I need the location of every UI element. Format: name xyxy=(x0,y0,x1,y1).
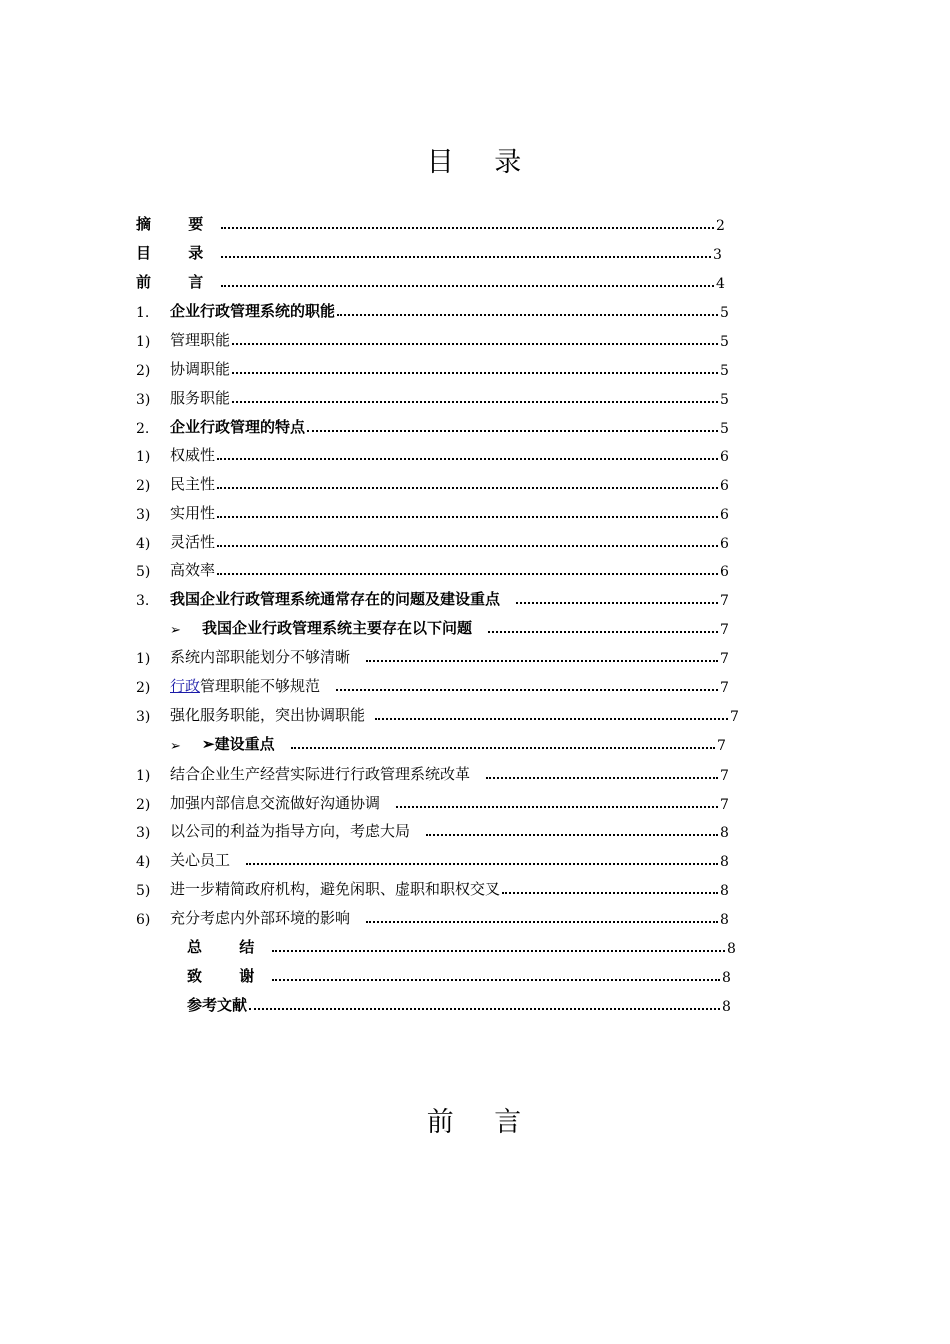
toc-entry-section-1[interactable] xyxy=(136,299,730,321)
dot-leader xyxy=(488,630,718,633)
toc-entry[interactable] xyxy=(136,906,730,928)
toc-page-number: 7 xyxy=(720,797,729,813)
toc-entry-label: 我国企业行政管理系统主要存在以下问题 xyxy=(202,619,473,637)
toc-page-number: 7 xyxy=(720,768,729,784)
toc-entry[interactable] xyxy=(136,848,730,870)
dot-leader xyxy=(217,515,718,518)
toc-entry-link[interactable]: 行政 xyxy=(170,677,201,695)
toc-entry-label: 充分考虑内外部环境的影响 xyxy=(170,909,351,927)
toc-page-number: 3 xyxy=(713,247,722,263)
toc-entry-label: 结合企业生产经营实际进行行政管理系统改革 xyxy=(170,765,471,783)
toc-entry[interactable] xyxy=(136,386,730,408)
toc-entry[interactable] xyxy=(136,877,730,899)
toc-page-number: 8 xyxy=(720,825,729,841)
toc-entry-label: 实用性 xyxy=(170,504,216,522)
dot-leader xyxy=(337,313,718,316)
toc-entry-references[interactable] xyxy=(187,993,732,1015)
toc-entry-label: 管理职能不够规范 xyxy=(200,677,321,695)
toc-entry-label: 摘 要 xyxy=(136,215,220,233)
toc-entry-label: 权威性 xyxy=(170,446,216,464)
dot-leader xyxy=(221,255,711,258)
toc-page-number: 7 xyxy=(720,651,729,667)
toc-entry-subheading-key-points[interactable] xyxy=(170,732,727,754)
toc-entry-number: 5) xyxy=(136,883,151,899)
toc-entry-number: 3) xyxy=(136,392,151,408)
toc-page-number: 8 xyxy=(722,999,731,1015)
dot-leader xyxy=(426,833,718,836)
dot-leader xyxy=(272,949,725,952)
toc-entry-abstract[interactable] xyxy=(136,212,726,234)
toc-page-number: 6 xyxy=(720,507,729,523)
toc-entry-number: 3) xyxy=(136,825,151,841)
toc-entry[interactable] xyxy=(136,819,730,841)
toc-page-number: 8 xyxy=(722,970,731,986)
toc-entry[interactable] xyxy=(136,530,730,552)
toc-entry-number: 3) xyxy=(136,709,151,725)
toc-entry-label: 以公司的利益为指导方向，考虑大局 xyxy=(170,822,411,840)
toc-entry-label: 管理职能 xyxy=(170,331,231,349)
toc-entry-label: 服务职能 xyxy=(170,389,231,407)
toc-page-number: 8 xyxy=(727,941,736,957)
toc-entry-number: 2. xyxy=(136,421,150,437)
dot-leader xyxy=(366,659,718,662)
toc-page-number: 4 xyxy=(716,276,725,292)
dot-leader xyxy=(291,746,715,749)
toc-entry-number: 1. xyxy=(136,305,150,321)
toc-entry-label: 灵活性 xyxy=(170,533,216,551)
dot-leader xyxy=(246,862,718,865)
toc-page-number: 6 xyxy=(720,478,729,494)
toc-entry-number: 1) xyxy=(136,651,151,667)
dot-leader xyxy=(486,776,718,779)
toc-entry-label: 目 录 xyxy=(136,244,220,262)
toc-entry-label: 企业行政管理的特点 xyxy=(170,418,306,436)
dot-leader xyxy=(307,429,718,432)
dot-leader xyxy=(217,572,718,575)
dot-leader xyxy=(232,371,718,374)
toc-page-number: 7 xyxy=(730,709,739,725)
toc-entry[interactable] xyxy=(136,443,730,465)
toc-entry-summary[interactable] xyxy=(187,935,737,957)
toc-entry-label: 前 言 xyxy=(136,273,220,291)
toc-entry-subheading-problems[interactable] xyxy=(170,616,730,638)
toc-entry-number: 3. xyxy=(136,593,150,609)
toc-entry[interactable] xyxy=(136,328,730,350)
toc-entry-number: 1) xyxy=(136,449,151,465)
toc-entry-acknowledgements[interactable] xyxy=(187,964,732,986)
toc-entry-number: 6) xyxy=(136,912,151,928)
dot-leader xyxy=(217,457,718,460)
toc-entry[interactable] xyxy=(136,791,730,813)
preface-title: 前 言 xyxy=(426,1107,524,1138)
toc-entry-number: 1) xyxy=(136,334,151,350)
toc-entry[interactable] xyxy=(136,703,740,725)
toc-entry-label: 我国企业行政管理系统通常存在的问题及建设重点 xyxy=(170,590,501,608)
dot-leader xyxy=(516,601,718,604)
toc-page-number: 5 xyxy=(720,363,729,379)
toc-entry-preface[interactable] xyxy=(136,270,726,292)
toc-entry-label: 高效率 xyxy=(170,561,216,579)
toc-page-number: 7 xyxy=(717,738,726,754)
dot-leader xyxy=(232,400,718,403)
toc-entry-label: ➢建设重点 xyxy=(202,735,275,753)
dot-leader xyxy=(375,717,728,720)
dot-leader xyxy=(217,486,718,489)
toc-entry-label: 民主性 xyxy=(170,475,216,493)
toc-entry-label: 加强内部信息交流做好沟通协调 xyxy=(170,794,381,812)
toc-page-number: 2 xyxy=(716,218,725,234)
dot-leader xyxy=(336,688,718,691)
toc-entry-number: 2) xyxy=(136,797,151,813)
dot-leader xyxy=(396,805,718,808)
toc-entry-section-3[interactable] xyxy=(136,587,730,609)
dot-leader xyxy=(221,226,714,229)
toc-entry[interactable] xyxy=(136,558,730,580)
toc-entry-label: 企业行政管理系统的职能 xyxy=(170,302,336,320)
toc-entry-label: 总 结 xyxy=(187,938,271,956)
toc-entry[interactable] xyxy=(136,762,730,784)
toc-page-number: 5 xyxy=(720,421,729,437)
toc-entry-label: 致 谢 xyxy=(187,967,271,985)
toc-page-number: 5 xyxy=(720,392,729,408)
toc-entry[interactable] xyxy=(136,357,730,379)
toc-entry-label: 系统内部职能划分不够清晰 xyxy=(170,648,351,666)
toc-entry-number: 5) xyxy=(136,564,151,580)
arrow-bullet-icon: ➢ xyxy=(170,623,181,638)
toc-page-number: 6 xyxy=(720,564,729,580)
toc-entry-label: 强化服务职能，突出协调职能 xyxy=(170,706,366,724)
toc-page-number: 7 xyxy=(720,622,729,638)
toc-entry-label: 协调职能 xyxy=(170,360,231,378)
arrow-bullet-icon: ➢ xyxy=(170,739,181,754)
toc-page-number: 5 xyxy=(720,334,729,350)
toc-page-number: 6 xyxy=(720,449,729,465)
toc-page-number: 8 xyxy=(720,883,729,899)
toc-page-number: 7 xyxy=(720,593,729,609)
toc-entry-section-2[interactable] xyxy=(136,415,730,437)
toc-entry[interactable] xyxy=(136,501,730,523)
dot-leader xyxy=(366,920,718,923)
toc-entry-label: 关心员工 xyxy=(170,851,231,869)
toc-title: 目 录 xyxy=(426,147,524,178)
toc-entry-number: 4) xyxy=(136,536,151,552)
toc-page-number: 6 xyxy=(720,536,729,552)
toc-entry-number: 2) xyxy=(136,363,151,379)
toc-entry-label: 进一步精简政府机构，避免闲职、虚职和职权交叉 xyxy=(170,880,501,898)
toc-entry[interactable] xyxy=(136,674,730,696)
toc-page-number: 7 xyxy=(720,680,729,696)
toc-entry[interactable] xyxy=(136,472,730,494)
toc-entry[interactable] xyxy=(136,645,730,667)
dot-leader xyxy=(249,1007,720,1010)
toc-page-number: 8 xyxy=(720,912,729,928)
toc-page-number: 8 xyxy=(720,854,729,870)
toc-entry-number: 2) xyxy=(136,680,151,696)
dot-leader xyxy=(272,978,720,981)
toc-entry-label: 参考文献 xyxy=(187,996,248,1014)
toc-entry-number: 2) xyxy=(136,478,151,494)
toc-page-number: 5 xyxy=(720,305,729,321)
dot-leader xyxy=(232,342,718,345)
dot-leader xyxy=(217,544,718,547)
toc-entry-contents[interactable] xyxy=(136,241,723,263)
toc-entry-number: 4) xyxy=(136,854,151,870)
dot-leader xyxy=(502,891,718,894)
toc-entry-number: 3) xyxy=(136,507,151,523)
dot-leader xyxy=(221,284,714,287)
toc-entry-number: 1) xyxy=(136,768,151,784)
